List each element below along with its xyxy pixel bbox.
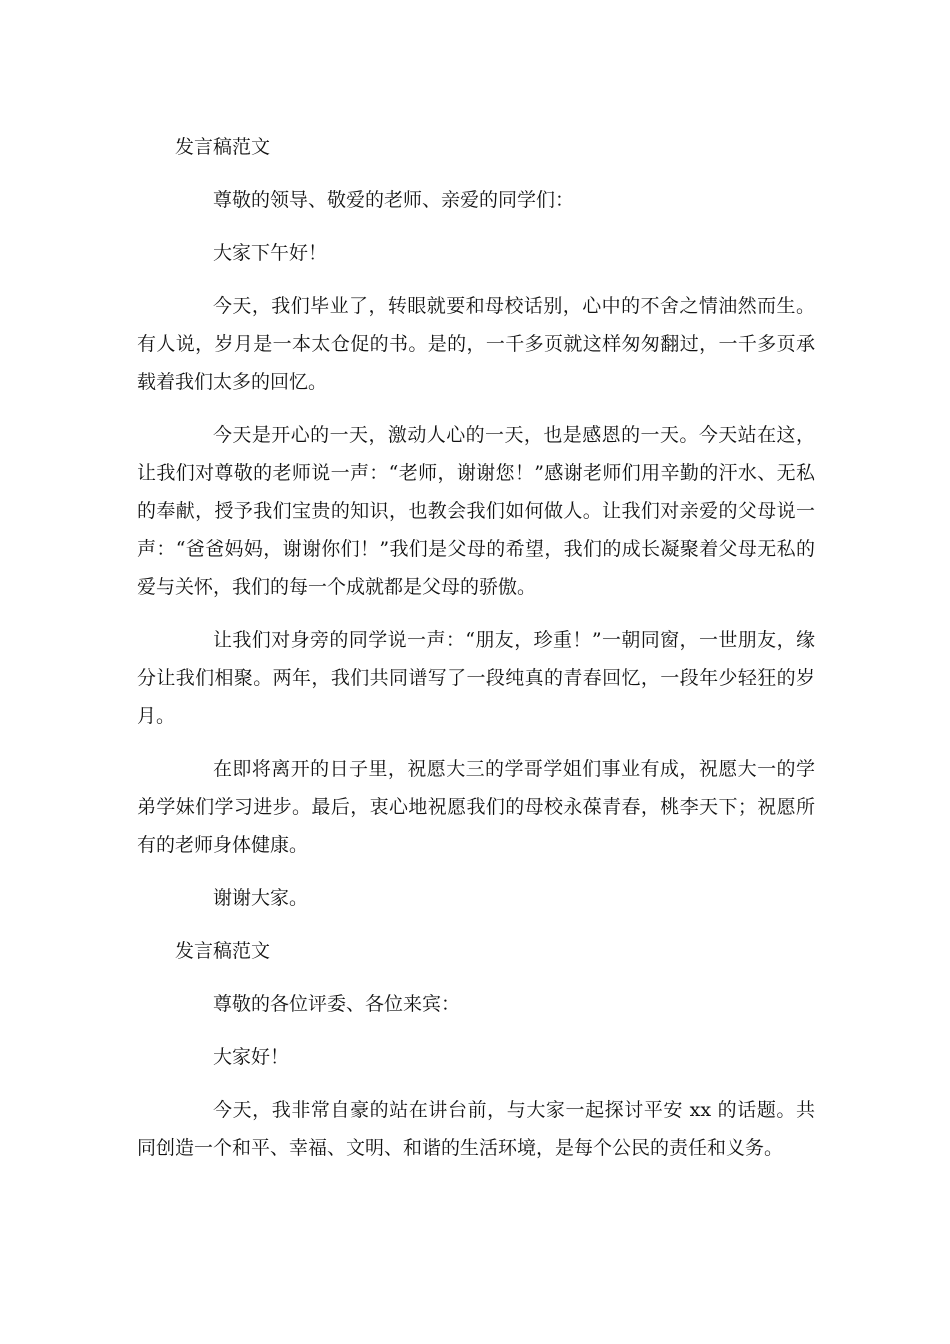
speech1-paragraph-1: 今天，我们毕业了，转眼就要和母校话别，心中的不舍之情油然而生。有人说，岁月是一本太仓促的书。是的，一千多页就这样匆匆翻过，一千多页承载着我们太多的回忆。 xyxy=(137,295,815,393)
speech1-paragraph-4: 在即将离开的日子里，祝愿大三的学哥学姐们事业有成，祝愿大一的学弟学妹们学习进步。最后，衷心地祝愿我们的母校永葆青春，桃李天下；祝愿所有的老师身体健康。 xyxy=(137,758,815,856)
speech1-closing: 谢谢大家。 xyxy=(213,887,309,909)
speech1-title: 发言稿范文 xyxy=(175,136,271,158)
speech1-greeting: 大家下午好！ xyxy=(213,242,328,264)
speech2-paragraph-1: 今天，我非常自豪的站在讲台前，与大家一起探讨平安 xx 的话题。共同创造一个和平、幸福、文明、和谐的生活环境，是每个公民的责任和义务。 xyxy=(137,1099,815,1159)
document-body xyxy=(137,128,815,1182)
speech2-title: 发言稿范文 xyxy=(175,940,271,962)
speech1-paragraph-3: 让我们对身旁的同学说一声：“朋友，珍重！”一朝同窗，一世朋友，缘分让我们相聚。两年，我们共同谱写了一段纯真的青春回忆，一段年少轻狂的岁月。 xyxy=(137,629,815,727)
speech2-salutation: 尊敬的各位评委、各位来宾： xyxy=(213,993,461,1015)
speech1-salutation: 尊敬的领导、敬爱的老师、亲爱的同学们： xyxy=(213,189,575,211)
speech2-greeting: 大家好！ xyxy=(213,1046,290,1068)
speech1-paragraph-2: 今天是开心的一天，激动人心的一天，也是感恩的一天。今天站在这，让我们对尊敬的老师说一声：“老师，谢谢您！”感谢老师们用辛勤的汗水、无私的奉献，授予我们宝贵的知识，也教会我们如何做人。让我们对亲爱的父母说一声：“爸爸妈妈，谢谢你们！”我们是父母的希望，我们的成长凝聚着父母无私的爱与关怀，我们的每一个成就都是父母的骄傲。 xyxy=(137,424,815,598)
